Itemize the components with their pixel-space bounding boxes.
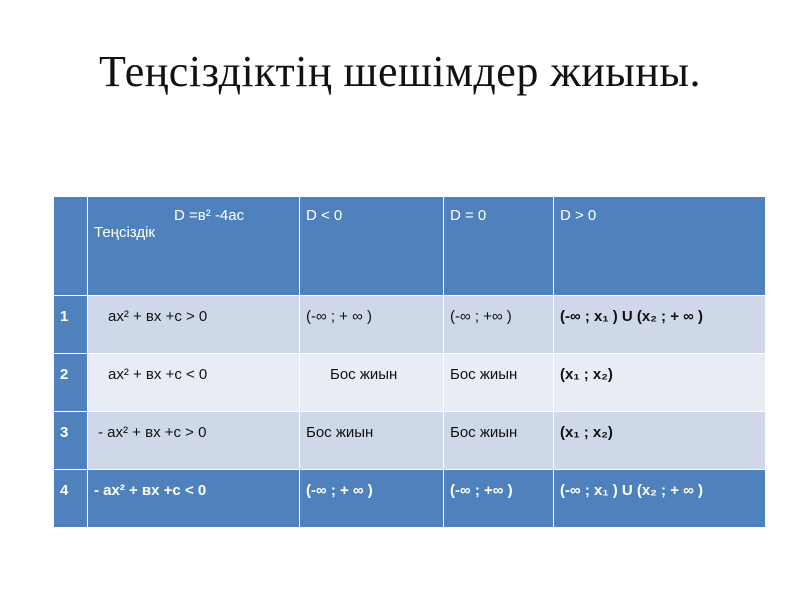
table-row xyxy=(54,470,766,528)
header-corner-cell xyxy=(54,197,88,296)
row-d-zero: Бос жиын xyxy=(444,354,554,412)
solutions-table xyxy=(53,196,766,528)
row-inequality: ax² + вх +с < 0 xyxy=(88,354,300,412)
row-d-negative: Бос жиын xyxy=(300,354,444,412)
row-d-positive: (-∞ ; x₁ ) U (x₂ ; + ∞ ) xyxy=(554,470,766,528)
row-d-zero: (-∞ ; +∞ ) xyxy=(444,470,554,528)
row-d-negative: (-∞ ; + ∞ ) xyxy=(300,296,444,354)
table-row xyxy=(54,354,766,412)
table-row xyxy=(54,412,766,470)
row-inequality: ax² + вх +с > 0 xyxy=(88,296,300,354)
header-d-zero: D = 0 xyxy=(444,197,554,296)
row-d-zero: (-∞ ; +∞ ) xyxy=(444,296,554,354)
row-inequality: - ax² + вх +с < 0 xyxy=(88,470,300,528)
row-number: 3 xyxy=(54,412,88,470)
row-d-positive: (-∞ ; x₁ ) U (x₂ ; + ∞ ) xyxy=(554,296,766,354)
row-number: 2 xyxy=(54,354,88,412)
row-number: 4 xyxy=(54,470,88,528)
header-d-negative: D < 0 xyxy=(300,197,444,296)
row-d-negative: Бос жиын xyxy=(300,412,444,470)
row-d-negative: (-∞ ; + ∞ ) xyxy=(300,470,444,528)
row-d-positive: (x₁ ; x₂) xyxy=(554,354,766,412)
row-d-positive: (x₁ ; x₂) xyxy=(554,412,766,470)
header-inequality-cell xyxy=(88,197,300,296)
table-header-row xyxy=(54,197,766,296)
table-row xyxy=(54,296,766,354)
row-inequality: - ax² + вх +с > 0 xyxy=(88,412,300,470)
header-d-positive: D > 0 xyxy=(554,197,766,296)
row-number: 1 xyxy=(54,296,88,354)
discriminant-formula: D =в² -4ac xyxy=(174,207,245,224)
slide-title: Теңсіздіктің шешімдер жиыны. xyxy=(99,47,701,96)
inequality-label: Теңсіздік xyxy=(94,224,155,241)
row-d-zero: Бос жиын xyxy=(444,412,554,470)
